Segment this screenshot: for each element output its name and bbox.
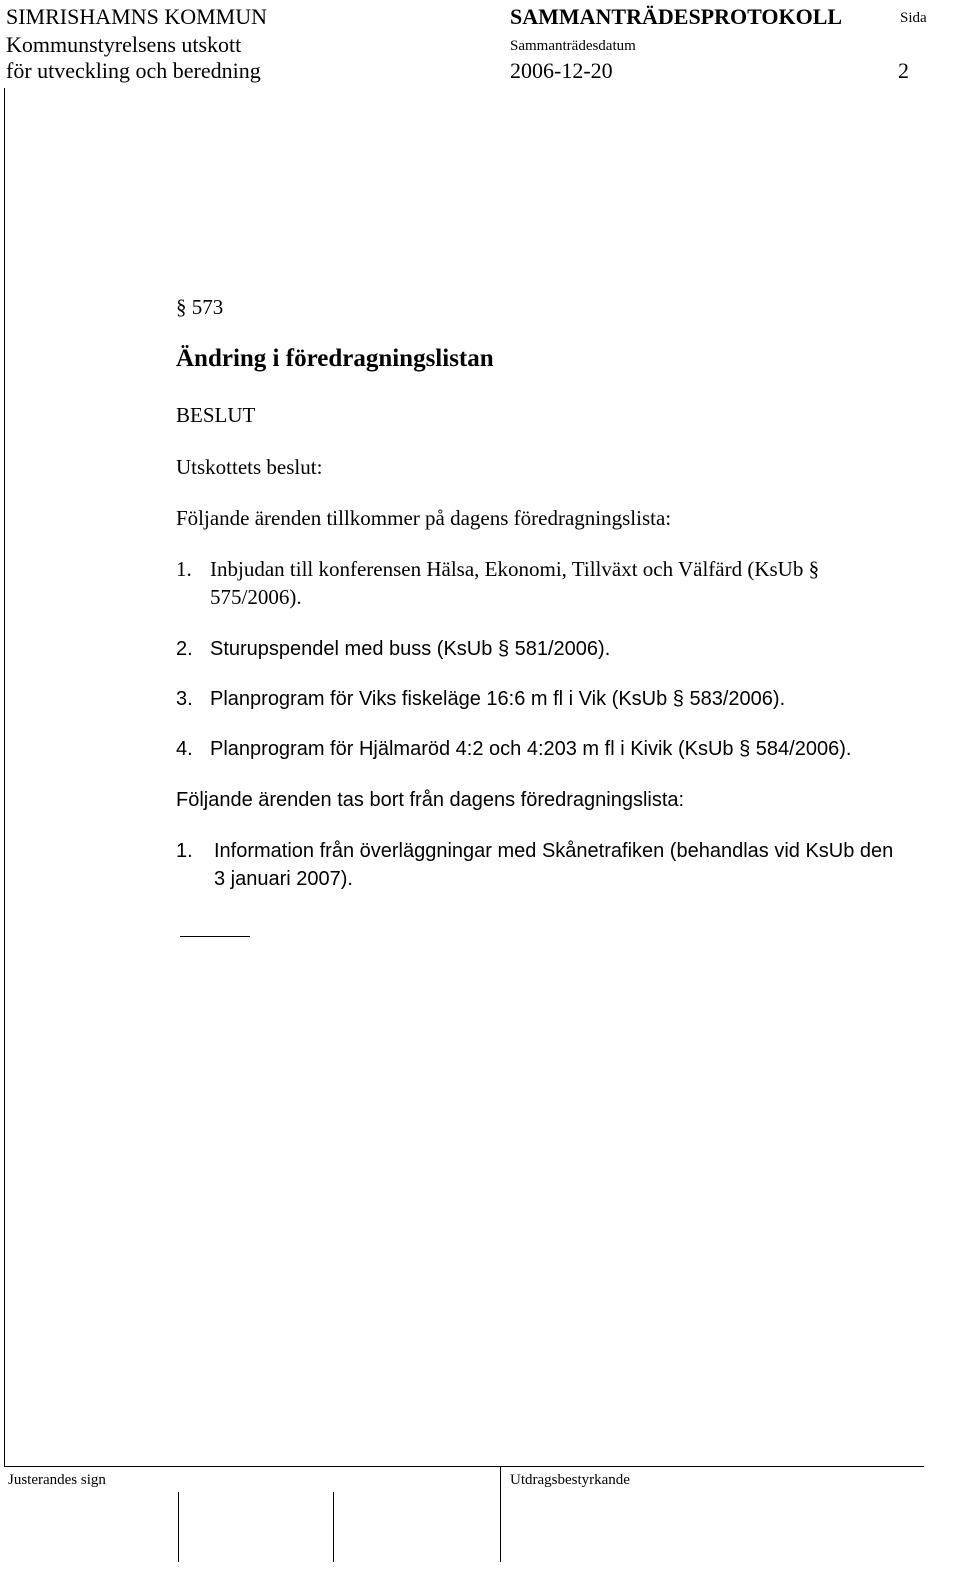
removed-item-1-number: 1. [176, 840, 193, 862]
end-rule [180, 936, 250, 937]
paragraph-sign: § [176, 295, 187, 319]
committee-line2: för utveckling och beredning [6, 58, 261, 83]
decision-subheading: Utskottets beslut: [176, 455, 323, 479]
added-intro: Följande ärenden tillkommer på dagens föredragningslista: [176, 506, 672, 530]
added-item-3-number: 3. [176, 688, 193, 710]
section-title: Ändring i föredragningslistan [176, 345, 494, 372]
removed-item-1-text: Information från överläggningar med Skånetrafiken (behandlas vid KsUb den [214, 840, 894, 862]
doc-type: SAMMANTRÄDESPROTOKOLL [510, 4, 843, 29]
paragraph-heading [176, 295, 223, 320]
added-item-1-text: Inbjudan till konferensen Hälsa, Ekonomi, Tillväxt och Välfärd (KsUb § [210, 557, 820, 581]
date-label: Sammanträdesdatum [510, 38, 636, 54]
page-label: Sida [900, 10, 927, 26]
left-margin-line [4, 88, 5, 1466]
added-item-1-continuation: 575/2006). [210, 585, 302, 609]
signature-divider-2 [333, 1492, 334, 1562]
page-number: 2 [898, 58, 909, 83]
added-item-2-number: 2. [176, 638, 193, 660]
signer-label: Justerandes sign [8, 1472, 106, 1488]
signature-divider-3 [500, 1466, 501, 1562]
removed-item-1-continuation: 3 januari 2007). [214, 868, 353, 890]
removed-intro: Följande ärenden tas bort från dagens föredragningslista: [176, 789, 685, 811]
committee-line1: Kommunstyrelsens utskott [6, 32, 242, 57]
added-item-1-number: 1. [176, 557, 192, 581]
extract-label: Utdragsbestyrkande [510, 1472, 630, 1488]
paragraph-number: 573 [191, 295, 224, 319]
added-item-2-text: Sturupspendel med buss (KsUb § 581/2006). [210, 638, 611, 660]
meeting-date: 2006-12-20 [510, 58, 613, 83]
signature-divider-1 [178, 1492, 179, 1562]
added-item-4-number: 4. [176, 738, 193, 760]
org-name: SIMRISHAMNS KOMMUN [6, 4, 267, 29]
added-item-4-text: Planprogram för Hjälmaröd 4:2 och 4:203 m fl i Kivik (KsUb § 584/2006). [210, 738, 852, 760]
added-item-3-text: Planprogram för Viks fiskeläge 16:6 m fl i Vik (KsUb § 583/2006). [210, 688, 786, 710]
decision-heading: BESLUT [176, 403, 256, 427]
footer-top-line [4, 1466, 924, 1467]
